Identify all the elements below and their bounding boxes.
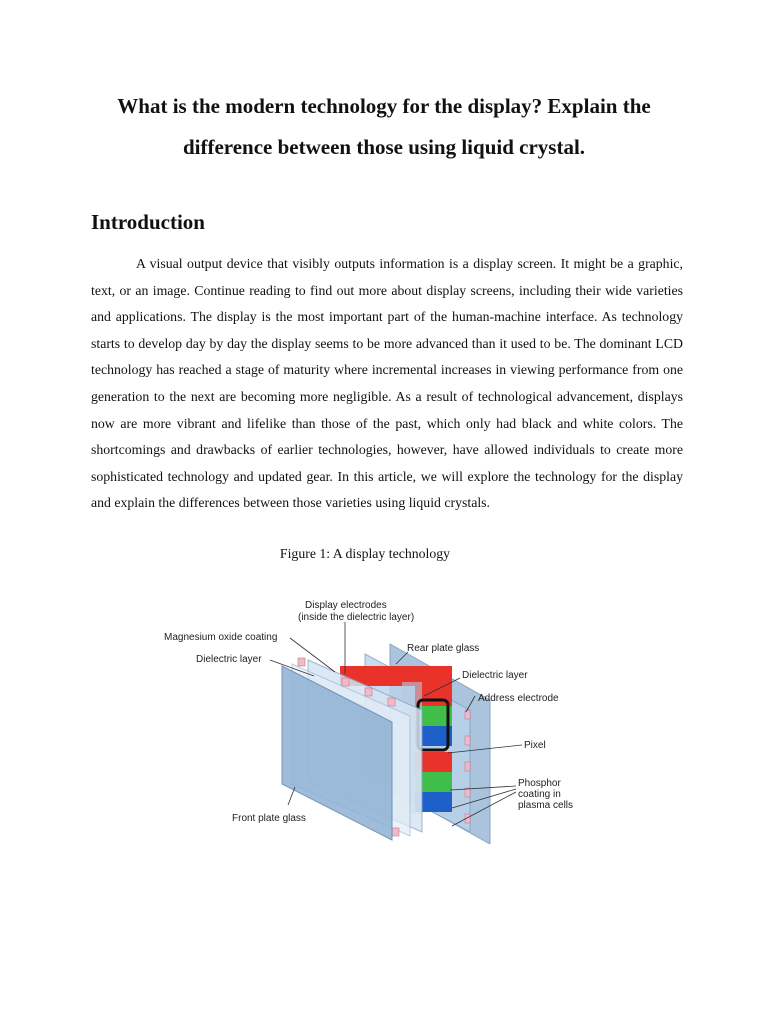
label-dielectric-right: Dielectric layer (462, 670, 528, 681)
label-dielectric-left: Dielectric layer (196, 654, 262, 665)
label-rear-plate: Rear plate glass (407, 643, 480, 654)
diagram-svg (160, 592, 590, 844)
label-front-plate: Front plate glass (232, 813, 306, 824)
plasma-display-diagram (160, 592, 590, 844)
label-phosphor-2: coating in (518, 789, 561, 800)
label-phosphor: Phosphor (518, 778, 561, 789)
label-display-electrodes: Display electrodes (305, 600, 387, 611)
section-heading: Introduction (91, 210, 205, 234)
document-title: What is the modern technology for the display? Explain the difference between those using liquid crystal. (117, 94, 651, 159)
label-phosphor-3: plasma cells (518, 800, 574, 811)
label-display-electrodes-sub: (inside the dielectric layer) (298, 612, 415, 623)
intro-paragraph: A visual output device that visibly outputs information is a display screen. It might be a graphic, text, or an image. Continue reading to find out more about display screens, including their wide varieties and applications. The display is the most important part of the human-machine interface. As technology starts to develop day by day the display seems to be more advanced than it used to be. The dominant LCD technology has reached a stage of maturity where incremental increases in viewing performance from one generation to the next are becoming more negligible. As a result of technological advancement, displays now are more vibrant and lifelike than those of the past, which only had black and white colors. The shortcomings and drawbacks of earlier technologies, however, have allowed individuals to create more sophisticated technology and updated gear. In this article, we will explore the technology for the display and explain the differences between those varieties using liquid crystals. (91, 256, 683, 511)
label-pixel: Pixel (524, 740, 546, 751)
label-magnesium-oxide: Magnesium oxide coating (164, 632, 278, 643)
label-address-electrode: Address electrode (478, 693, 559, 704)
figure-caption: Figure 1: A display technology (279, 546, 451, 561)
